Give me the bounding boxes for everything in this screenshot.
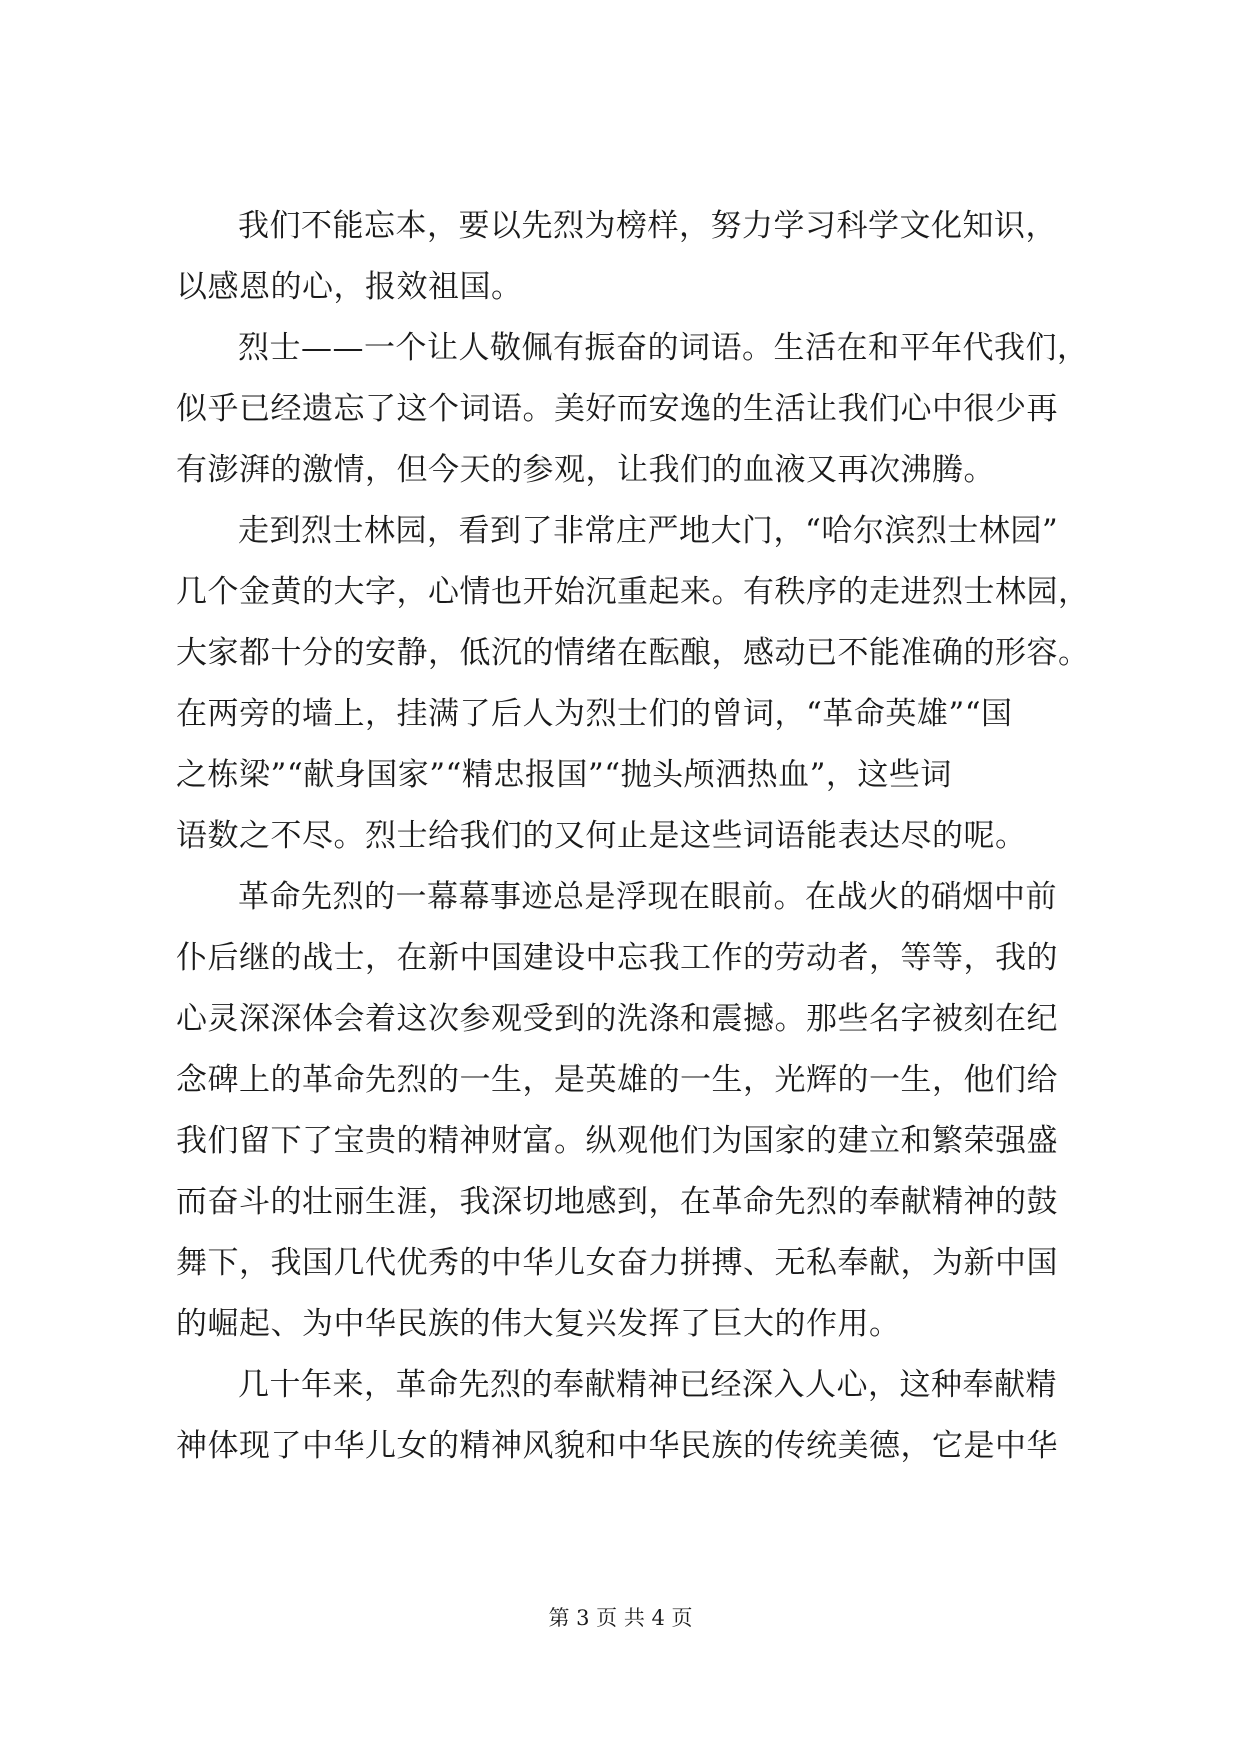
text-line: 走到烈士林园，看到了非常庄严地大门，“哈尔滨烈士林园” bbox=[238, 513, 1059, 549]
text-line: 几个金黄的大字，心情也开始沉重起来。有秩序的走进烈士林园， bbox=[176, 574, 1090, 610]
paragraph-1 bbox=[176, 196, 1104, 318]
text-line: 念碑上的革命先烈的一生，是英雄的一生，光辉的一生，他们给 bbox=[176, 1062, 1058, 1098]
text-line: 仆后继的战士，在新中国建设中忘我工作的劳动者，等等，我的 bbox=[176, 940, 1058, 976]
text-line: 大家都十分的安静，低沉的情绪在酝酿，感动已不能准确的形容。 bbox=[176, 635, 1090, 671]
text-line: 之栋梁”“献身国家”“精忠报国”“抛头颅洒热血”，这些词 bbox=[176, 757, 952, 793]
text-line: 我们留下了宝贵的精神财富。纵观他们为国家的建立和繁荣强盛 bbox=[176, 1123, 1058, 1159]
text-line: 而奋斗的壮丽生涯，我深切地感到，在革命先烈的奉献精神的鼓 bbox=[176, 1184, 1058, 1220]
text-line: 我们不能忘本，要以先烈为榜样，努力学习科学文化知识， bbox=[238, 208, 1057, 244]
text-line: 以感恩的心，报效祖国。 bbox=[176, 269, 523, 305]
paragraph-5 bbox=[176, 1355, 1104, 1477]
text-line: 几十年来，革命先烈的奉献精神已经深入人心，这种奉献精 bbox=[238, 1367, 1057, 1403]
text-line: 有澎湃的激情，但今天的参观，让我们的血液又再次沸腾。 bbox=[176, 452, 995, 488]
text-line: 语数之不尽。烈士给我们的又何止是这些词语能表达尽的呢。 bbox=[176, 818, 1027, 854]
body-text bbox=[176, 196, 1104, 1477]
paragraph-4 bbox=[176, 867, 1104, 1355]
text-line: 的崛起、为中华民族的伟大复兴发挥了巨大的作用。 bbox=[176, 1306, 901, 1342]
paragraph-2 bbox=[176, 318, 1104, 501]
text-line: 烈士——一个让人敬佩有振奋的词语。生活在和平年代我们， bbox=[238, 330, 1089, 366]
text-line: 神体现了中华儿女的精神风貌和中华民族的传统美德，它是中华 bbox=[176, 1428, 1058, 1464]
text-line: 革命先烈的一幕幕事迹总是浮现在眼前。在战火的硝烟中前 bbox=[238, 879, 1057, 915]
page-footer bbox=[0, 1603, 1241, 1633]
paragraph-3 bbox=[176, 501, 1104, 867]
text-line: 似乎已经遗忘了这个词语。美好而安逸的生活让我们心中很少再 bbox=[176, 391, 1058, 427]
text-line: 心灵深深体会着这次参观受到的洗涤和震撼。那些名字被刻在纪 bbox=[176, 1001, 1058, 1037]
page-number: 第 3 页 共 4 页 bbox=[548, 1606, 693, 1630]
text-line: 舞下，我国几代优秀的中华儿女奋力拼搏、无私奉献，为新中国 bbox=[176, 1245, 1058, 1281]
text-line: 在两旁的墙上，挂满了后人为烈士们的曾词，“革命英雄”“国 bbox=[176, 696, 1013, 732]
